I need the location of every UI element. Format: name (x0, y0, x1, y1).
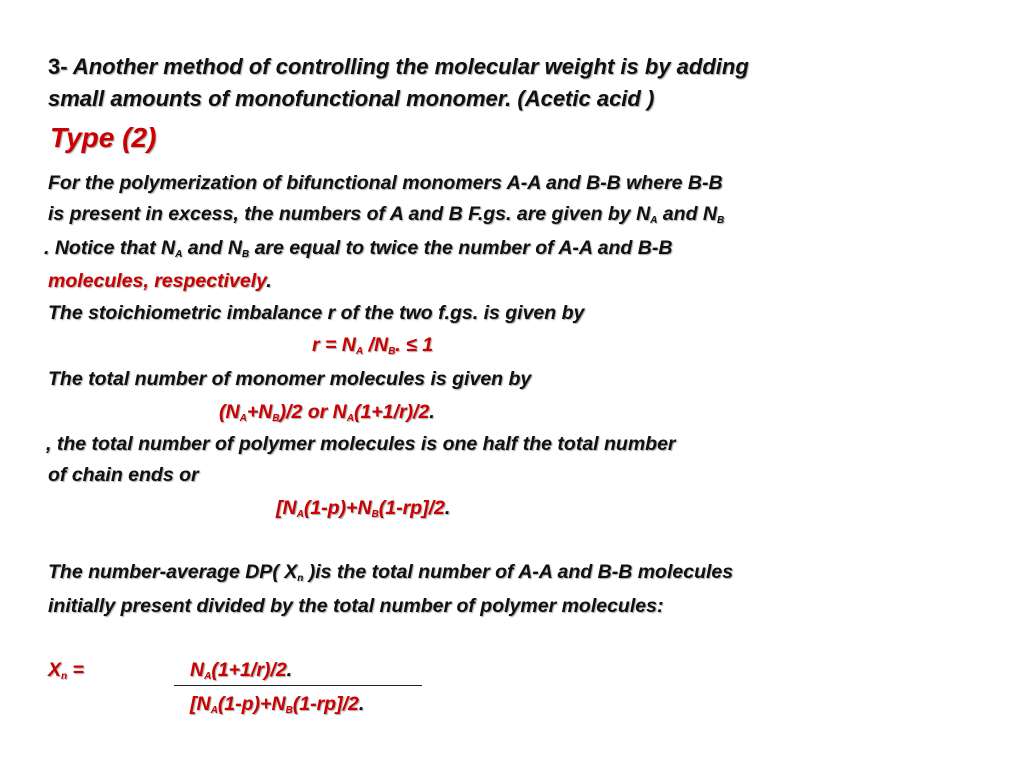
monomer-eq-e: . (429, 401, 435, 423)
para1-line-1: For the polymerization of bifunctional monomers A-A and B-B where B-B (48, 172, 723, 194)
subscript-a: A (204, 671, 212, 682)
para3-line-1: The total number of monomer molecules is given by (48, 368, 532, 390)
para1-text-4b: . (266, 270, 272, 292)
monomer-eq-a: (N (219, 401, 240, 423)
para4-line-2: of chain ends or (48, 464, 199, 486)
para1-text-3a: . Notice that N (44, 237, 176, 259)
para1-line-4 (48, 270, 272, 293)
formula-lhs-eq: = (67, 659, 84, 681)
ratio-eq-b: /N (363, 334, 389, 356)
formula-lhs-x: X (48, 659, 62, 681)
para2-line-1: The stoichiometric imbalance r of the two f.gs. is given by (48, 302, 585, 324)
para1-text-2b: and N (657, 203, 717, 225)
para1-text-2a: is present in excess, the numbers of A and B F.gs. are given by N (48, 203, 651, 225)
polymer-eq-d: . (444, 497, 451, 519)
subscript-a: A (355, 346, 364, 357)
formula-lhs (48, 659, 84, 682)
type-label: Type (2) (50, 122, 157, 153)
title-number: 3- (48, 54, 68, 79)
title-line-2: small amounts of monofunctional monomer. (Acetic acid ) (48, 86, 655, 111)
polymer-eq-c: (1-rp]/2 (378, 497, 445, 519)
formula-num-c: . (286, 659, 293, 681)
formula-num-b: (1+1/r)/2 (211, 659, 287, 681)
monomer-equation (219, 401, 435, 424)
polymer-eq-b: (1-p)+N (303, 497, 372, 519)
para1-text-3b: and N (182, 237, 242, 259)
formula-denominator (190, 693, 364, 716)
para5-line-1 (48, 561, 733, 584)
subscript-a: A (346, 413, 354, 424)
subscript-a: A (296, 509, 304, 520)
subscript-n: n (297, 573, 304, 584)
para5-line-2: initially present divided by the total number of polymer molecules: (48, 595, 664, 617)
formula-den-c: (1-rp]/2 (292, 693, 359, 715)
formula-numerator (190, 659, 292, 682)
monomer-eq-c: )/2 or N (279, 401, 347, 423)
monomer-eq-d: (1+1/r)/2 (353, 401, 430, 423)
formula-den-b: (1-p)+N (217, 693, 286, 715)
subscript-a: A (175, 249, 183, 260)
formula-den-d: . (358, 693, 365, 715)
formula-num-a: N (190, 659, 205, 681)
title-text-1: Another method of controlling the molecular weight is by adding (67, 54, 749, 79)
title-line-1 (48, 54, 749, 80)
subscript-a: A (210, 705, 218, 716)
polymer-equation (276, 497, 450, 520)
para5-text-1a: The number-average DP( X (48, 561, 298, 583)
para1-text-3c: are equal to twice the number of A-A and B-B (249, 237, 673, 259)
ratio-eq-c: . ≤ 1 (395, 334, 434, 356)
subscript-a: A (650, 215, 658, 226)
fraction-bar (174, 685, 422, 686)
ratio-equation (312, 334, 433, 357)
para1-line-3 (44, 237, 672, 260)
para1-line-2 (48, 203, 724, 226)
ratio-eq-a: r = N (312, 334, 356, 356)
subscript-a: A (239, 413, 247, 424)
subscript-b: B (272, 413, 280, 424)
subscript-b: B (285, 705, 293, 716)
subscript-b: B (388, 346, 396, 357)
subscript-b: B (241, 249, 250, 260)
para1-text-4a: molecules, respectively (48, 270, 267, 292)
para5-text-1b: )is the total number of A-A and B-B molecules (303, 561, 734, 583)
subscript-b: B (716, 215, 725, 226)
formula-den-a: [N (190, 693, 211, 715)
para4-line-1: , the total number of polymer molecules is one half the total number (46, 433, 676, 455)
subscript-n: n (61, 671, 68, 682)
subscript-b: B (371, 509, 379, 520)
monomer-eq-b: +N (246, 401, 273, 423)
polymer-eq-a: [N (276, 497, 297, 519)
